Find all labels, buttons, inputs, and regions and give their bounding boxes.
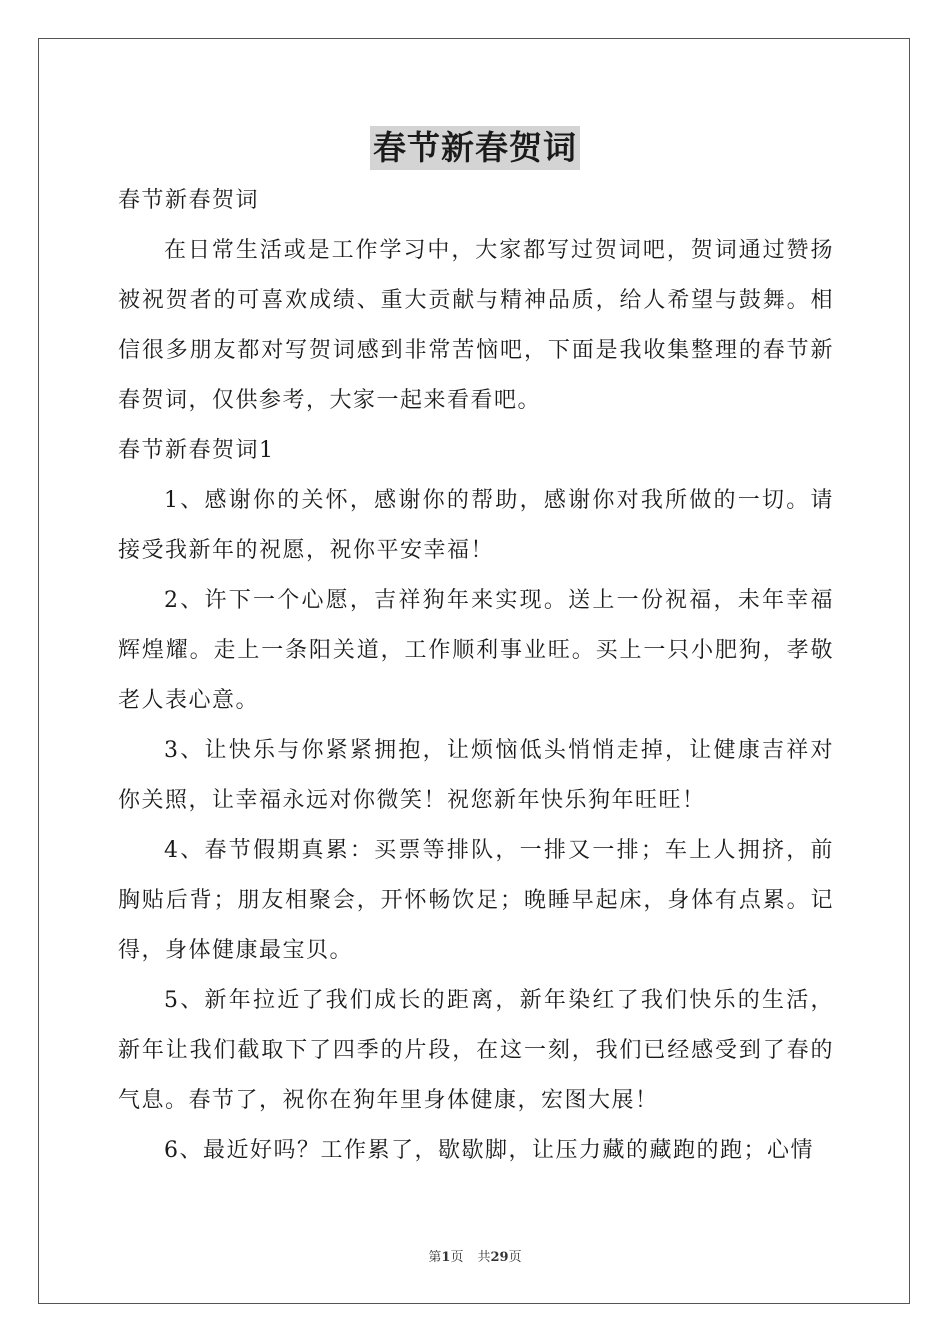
- page-prefix: 第: [428, 1250, 442, 1265]
- greeting-item-3: 3、让快乐与你紧紧拥抱，让烦恼低头悄悄走掉，让健康吉祥对你关照，让幸福永远对你微笑！祝您新年快乐狗年旺旺！: [118, 738, 834, 813]
- page-footer: [0, 1246, 950, 1265]
- page-unit: 页: [450, 1250, 464, 1265]
- total-prefix: 共: [477, 1250, 491, 1265]
- total-page-number: 29: [490, 1250, 509, 1265]
- total-unit: 页: [508, 1250, 522, 1265]
- document-body: [118, 176, 834, 1176]
- intro-paragraph: 在日常生活或是工作学习中，大家都写过贺词吧，贺词通过赞扬被祝贺者的可喜欢成绩、重大贡献与精神品质，给人希望与鼓舞。相信很多朋友都对写贺词感到非常苦恼吧，下面是我收集整理的春节新春贺词，仅供参考，大家一起来看看吧。: [118, 238, 834, 413]
- greeting-item-4: 4、春节假期真累：买票等排队，一排又一排；车上人拥挤，前胸贴后背；朋友相聚会，开怀畅饮足；晚睡早起床，身体有点累。记得，身体健康最宝贝。: [118, 838, 834, 963]
- section-heading: 春节新春贺词1: [118, 438, 275, 463]
- title-container: [0, 126, 950, 170]
- document-title: 春节新春贺词: [370, 126, 580, 170]
- greeting-item-5: 5、新年拉近了我们成长的距离，新年染红了我们快乐的生活，新年让我们截取下了四季的片段，在这一刻，我们已经感受到了春的气息。春节了，祝你在狗年里身体健康，宏图大展！: [118, 988, 834, 1113]
- greeting-item-6: 6、最近好吗？工作累了，歇歇脚，让压力藏的藏跑的跑；心情: [164, 1138, 814, 1163]
- greeting-item-1: 1、感谢你的关怀，感谢你的帮助，感谢你对我所做的一切。请接受我新年的祝愿，祝你平安幸福！: [118, 488, 834, 563]
- greeting-item-2: 2、许下一个心愿，吉祥狗年来实现。送上一份祝福，未年幸福辉煌耀。走上一条阳关道，工作顺利事业旺。买上一只小肥狗，孝敬老人表心意。: [118, 588, 834, 713]
- current-page-number: 1: [441, 1250, 451, 1265]
- subtitle-paragraph: 春节新春贺词: [118, 188, 260, 213]
